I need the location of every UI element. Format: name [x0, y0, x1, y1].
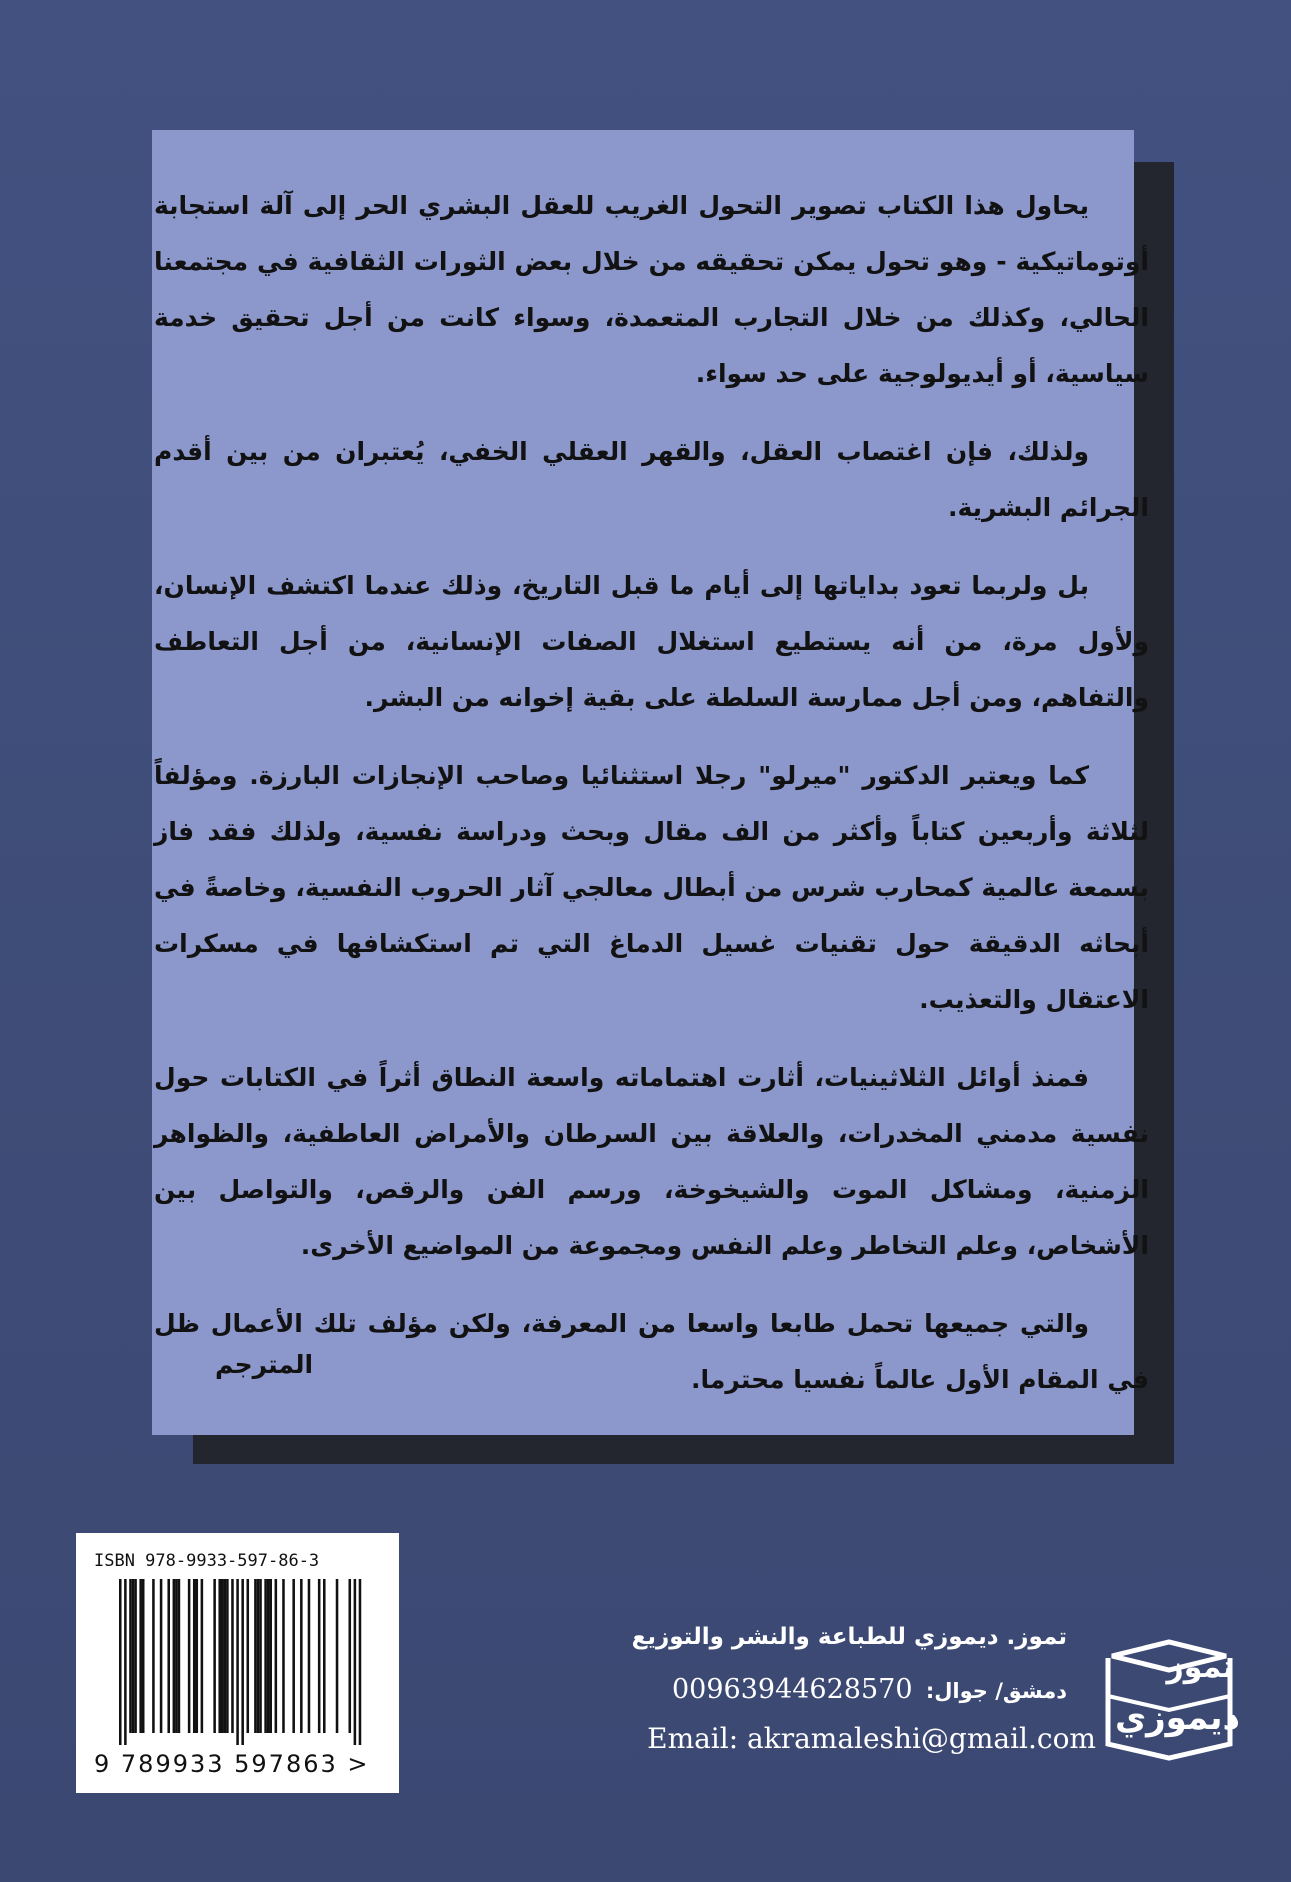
barcode-bar	[254, 1579, 257, 1733]
barcode-bar	[226, 1579, 229, 1733]
barcode-bar	[167, 1579, 170, 1733]
barcode-bar	[213, 1579, 216, 1733]
barcode-bar	[257, 1579, 260, 1733]
barcode-bar	[142, 1579, 145, 1733]
barcode-bar	[196, 1579, 199, 1733]
publisher-name: تموز. ديموزي للطباعة والنشر والتوزيع	[631, 1624, 1067, 1650]
barcode-digits: 9 789933 597863 >	[94, 1750, 370, 1778]
barcode-bar	[247, 1579, 250, 1733]
barcode-bar	[139, 1579, 142, 1733]
barcode-bar	[323, 1579, 326, 1733]
contact-phone: 00963944628570	[672, 1674, 913, 1705]
barcode-bar	[188, 1579, 191, 1733]
blurb-paragraph-6: والتي جميعها تحمل طابعا واسعا من المعرفة، ولكن مؤلف تلك الأعمال ظل في المقام الأول عالماً نفسيا محترما.	[154, 1309, 1149, 1394]
barcode-bar	[269, 1579, 272, 1733]
blurb-paragraph-4: كما ويعتبر الدكتور "ميرلو" رجلا استثنائيا وصاحب الإنجازات البارزة. ومؤلفاً لثلاثة وأربعين كتاباً وأكثر من الف مقال وبحث ودراسة نفسية، ولذلك فقد فاز بسمعة عالمية كمحارب شرس من أبطال معالجي آثار الحروب النفسية، وخاصةً في أبحاثه الدقيقة حول تقنيات غسيل الدماغ التي تم استكشافها في مسكرات الاعتقال والتعذيب.	[154, 761, 1149, 1014]
barcode-bar	[282, 1579, 285, 1733]
blurb-paragraph-5: فمنذ أوائل الثلاثينيات، أثارت اهتماماته واسعة النطاق أثراً في الكتابات حول نفسية مدمني المخدرات، والعلاقة بين السرطان والأمراض العاطفية، والظواهر الزمنية، ومشاكل الموت والشيخوخة، ورسم الفن والرقص، والتواصل بين الأشخاص، وعلم التخاطر وعلم النفس ومجموعة من المواضيع الأخرى.	[154, 1063, 1149, 1260]
barcode-bar	[300, 1579, 303, 1733]
barcode-bar	[193, 1579, 196, 1733]
barcode-bar	[267, 1579, 270, 1733]
logo-text-dimozi: ديموزي	[1114, 1698, 1240, 1738]
blurb-text	[154, 178, 1149, 1430]
isbn-barcode	[76, 1533, 399, 1793]
barcode-bar	[134, 1579, 137, 1733]
barcode-bar	[231, 1579, 234, 1733]
blurb-paragraph-2: ولذلك، فإن اغتصاب العقل، والقهر العقلي الخفي، يُعتبران من بين أقدم الجرائم البشرية.	[154, 437, 1149, 522]
logo-text-tammuz: تموز	[1166, 1650, 1234, 1685]
translator-signature: المترجم	[215, 1350, 314, 1379]
barcode-bar	[201, 1579, 204, 1733]
publisher-contact	[672, 1674, 1067, 1705]
barcode-bar	[175, 1579, 178, 1733]
barcode-bar	[221, 1579, 224, 1733]
barcode-bar	[129, 1579, 132, 1733]
barcode-bar	[308, 1579, 311, 1733]
barcode-bar	[349, 1579, 352, 1733]
barcode-bar	[259, 1579, 262, 1733]
publisher-email: Email: akramaleshi@gmail.com	[647, 1722, 1096, 1755]
barcode-bar	[236, 1579, 239, 1745]
barcode-bar	[119, 1579, 122, 1745]
barcode-bar	[132, 1579, 135, 1733]
blurb-paragraph-3: بل ولربما تعود بداياتها إلى أيام ما قبل التاريخ، وذلك عندما اكتشف الإنسان، ولأول مرة، من أنه يستطيع استغلال الصفات الإنسانية، من أجل التعاطف والتفاهم، ومن أجل ممارسة السلطة على بقية إخوانه من البشر.	[154, 571, 1149, 712]
barcode-bar	[241, 1579, 244, 1745]
publisher-logo	[1094, 1636, 1244, 1761]
barcode-bar	[152, 1579, 155, 1733]
barcode-bar	[318, 1579, 321, 1733]
contact-label: دمشق/ جوال:	[925, 1679, 1067, 1703]
barcode-bar	[124, 1579, 127, 1745]
barcode-bar	[218, 1579, 221, 1733]
isbn-label: ISBN 978-9933-597-86-3	[94, 1551, 320, 1571]
barcode-bar	[275, 1579, 278, 1733]
barcode-bar	[359, 1579, 362, 1745]
barcode-bar	[292, 1579, 295, 1733]
barcode-bar	[160, 1579, 163, 1733]
blurb-paragraph-1: يحاول هذا الكتاب تصوير التحول الغريب للعقل البشري الحر إلى آلة استجابة أوتوماتيكية - وهو تحول يمكن تحقيقه من خلال بعض الثورات الثقافية في مجتمعنا الحالي، وكذلك من خلال التجارب المتعمدة، وسواء كانت من أجل تحقيق خدمة سياسية، أو أيديولوجية على حد سواء.	[154, 191, 1149, 388]
barcode-bar	[173, 1579, 176, 1733]
barcode-bar	[224, 1579, 227, 1733]
barcode-bar	[336, 1579, 339, 1733]
barcode-bar	[264, 1579, 267, 1733]
barcode-bar	[354, 1579, 357, 1745]
barcode-bar	[178, 1579, 181, 1733]
barcode-bars	[93, 1579, 381, 1745]
